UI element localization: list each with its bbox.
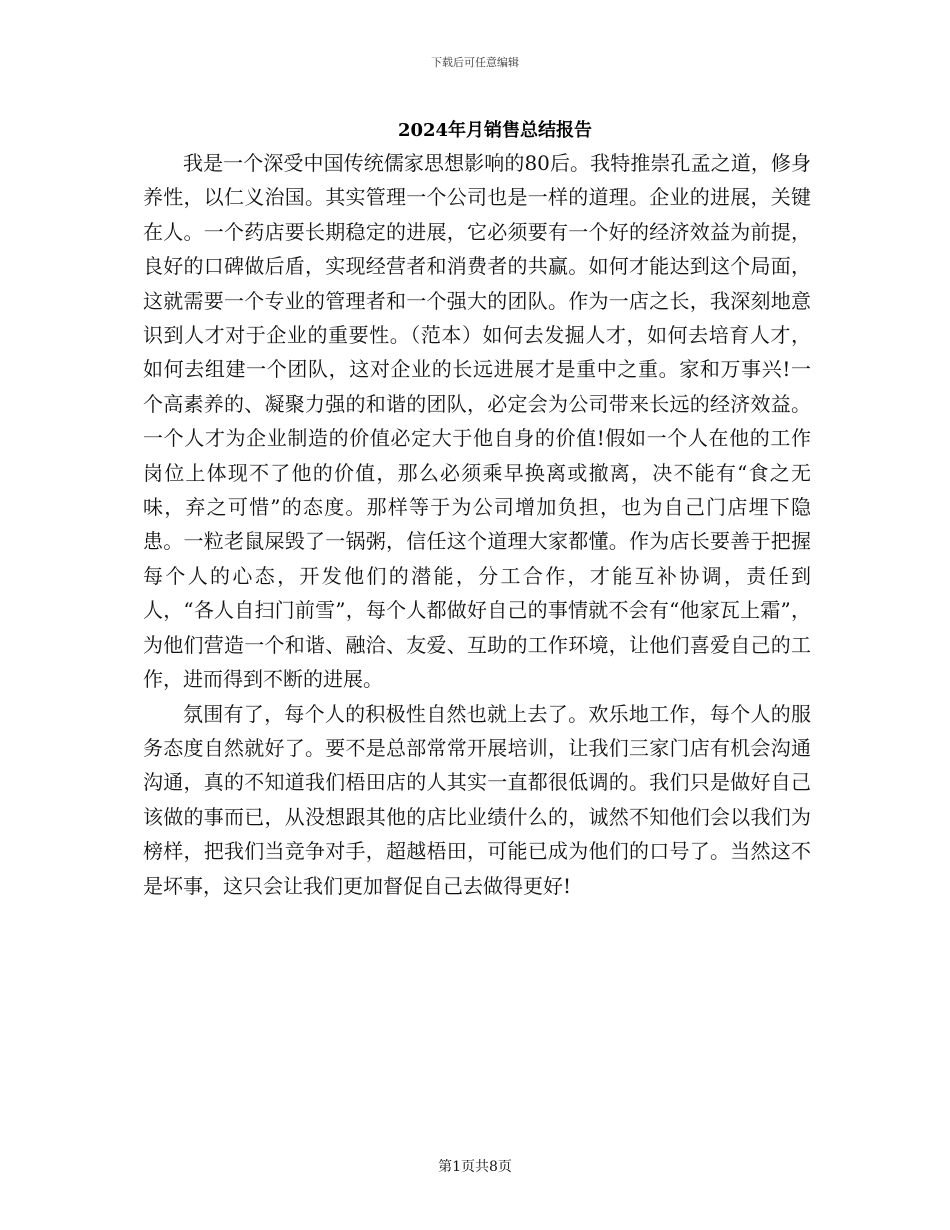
body-paragraph-1: 我是一个深受中国传统儒家思想影响的80后。我特推崇孔孟之道，修身养性，以仁义治国。其实管理一个公司也是一样的道理。企业的进展，关键在人。一个药店要长期稳定的进展，它必须要有一个好的经济效益为前提，良好的口碑做后盾，实现经营者和消费者的共赢。如何才能达到这个局面，这就需要一个专业的管理者和一个强大的团队。作为一店之长，我深刻地意识到人才对于企业的重要性。（范本）如何去发掘人才，如何去培育人才，如何去组建一个团队，这对企业的长远进展才是重中之重。家和万事兴!一个高素养的、凝聚力强的和谐的团队，必定会为公司带来长远的经济效益。一个人才为企业制造的价值必定大于他自身的价值!假如一个人在他的工作岗位上体现不了他的价值，那么必须乘早换离或撤离，决不能有“食之无味，弃之可惜”的态度。那样等于为公司增加负担，也为自己门店埋下隐患。一粒老鼠屎毁了一锅粥，信任这个道理大家都懂。作为店长要善于把握每个人的心态，开发他们的潜能，分工合作，才能互补协调，责任到人，“各人自扫门前雪”，每个人都做好自己的事情就不会有“他家瓦上霜”，为他们营造一个和谐、融洽、友爱、互助的工作环境，让他们喜爱自己的工作，进而得到不断的进展。 [143, 151, 811, 692]
page-header-note: 下载后可任意编辑 [431, 56, 519, 69]
page-number-footer: 第1页共8页 [438, 1159, 512, 1175]
document-title: 2024年月销售总结报告 [397, 120, 593, 141]
document-body [143, 146, 811, 903]
body-paragraph-2: 氛围有了，每个人的积极性自然也就上去了。欢乐地工作，每个人的服务态度自然就好了。要不是总部常常开展培训，让我们三家门店有机会沟通沟通，真的不知道我们梧田店的人其实一直都很低调的。我们只是做好自己该做的事而已，从没想跟其他的店比业绩什么的，诚然不知他们会以我们为榜样，把我们当竞争对手，超越梧田，可能已成为他们的口号了。当然这不是坏事，这只会让我们更加督促自己去做得更好! [143, 701, 811, 898]
